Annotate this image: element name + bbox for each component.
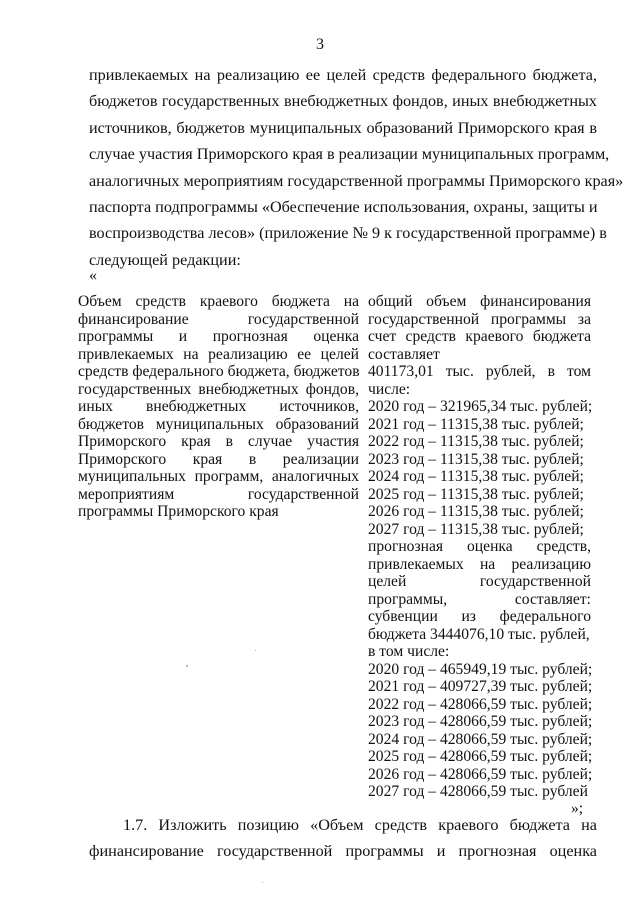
intro-line: паспорта подпрограммы «Обеспечение использования, охраны, защиты и — [89, 197, 598, 216]
right-col-line: в том числе: — [368, 643, 450, 660]
left-col-line: муниципальных программ, аналогичных — [78, 468, 359, 485]
right-col-line: прогнозная оценка средств, — [368, 538, 591, 555]
intro-line: случае участия Приморского края в реализации муниципальных программ, — [89, 145, 610, 164]
right-col-line: 2025 год – 428066,59 тыс. рублей; — [368, 748, 593, 765]
left-col-line: Приморского края в реализации — [78, 450, 359, 468]
left-col-line: иных внебюджетных источников, — [78, 398, 359, 415]
scan-speck — [186, 665, 188, 667]
right-col-line: 2023 год – 428066,59 тыс. рублей; — [368, 713, 593, 730]
intro-line: привлекаемых на реализацию ее целей средств федерального бюджета, — [89, 66, 597, 84]
left-col-line: привлекаемых на реализацию ее целей — [78, 345, 359, 363]
para-line: 1.7. Изложить позицию «Объем средств краевого бюджета на — [123, 816, 597, 834]
intro-line: аналогичных мероприятиям государственной программы Приморского края» — [89, 171, 624, 190]
right-col-line: 2020 год – 321965,34 тыс. рублей; — [368, 398, 593, 415]
right-col-line: 2021 год – 409727,39 тыс. рублей; — [368, 678, 593, 695]
intro-paragraph — [89, 62, 624, 273]
left-col-line: бюджетов муниципальных образований — [78, 415, 359, 433]
right-col-line: субвенции из федерального — [368, 608, 591, 625]
left-col-line: Приморского края в случае участия — [78, 433, 359, 450]
position-name-column — [78, 293, 359, 521]
right-col-line: общий объем финансирования — [368, 293, 591, 310]
right-col-line: 2027 год – 11315,38 тыс. рублей; — [368, 520, 584, 538]
right-col-line: 2022 год – 428066,59 тыс. рублей; — [368, 695, 593, 713]
intro-line: воспроизводства лесов» (приложение № 9 к государственной программе) в — [89, 224, 607, 243]
position-value-column — [368, 293, 591, 801]
intro-line: источников, бюджетов муниципальных образований Приморского края в — [89, 118, 597, 137]
right-col-line: числе: — [368, 380, 411, 398]
right-col-line: 401173,01 тыс. рублей, в том — [368, 363, 591, 380]
open-quote: « — [89, 267, 97, 284]
left-col-line: Объем средств краевого бюджета на — [78, 293, 359, 310]
right-col-line: 2026 год – 428066,59 тыс. рублей; — [368, 765, 593, 783]
right-col-line: государственной программы за — [368, 310, 591, 328]
page-number: 3 — [316, 36, 324, 53]
left-col-line: программы Приморского края — [78, 503, 279, 520]
right-col-line: привлекаемых на реализацию — [368, 555, 591, 573]
scan-speck — [255, 650, 256, 651]
right-col-line: 2022 год – 11315,38 тыс. рублей; — [368, 433, 584, 450]
para-line: финансирование государственной программы и прогнозная оценка — [89, 842, 597, 861]
right-col-line: 2023 год – 11315,38 тыс. рублей; — [368, 450, 584, 468]
intro-line: следующей редакции: — [89, 250, 241, 269]
paragraph-1-7 — [89, 812, 597, 865]
right-col-line: 2026 год – 11315,38 тыс. рублей; — [368, 503, 584, 520]
right-col-line: бюджета 3444076,10 тыс. рублей, — [368, 625, 590, 643]
right-col-line: 2025 год – 11315,38 тыс. рублей; — [368, 485, 584, 503]
right-col-line: 2020 год – 465949,19 тыс. рублей; — [368, 660, 593, 678]
right-col-line: целей государственной — [368, 573, 591, 590]
right-col-line: 2024 год – 11315,38 тыс. рублей; — [368, 468, 584, 485]
right-col-line: составляет — [368, 345, 440, 363]
right-col-line: 2024 год – 428066,59 тыс. рублей; — [368, 730, 593, 748]
left-col-line: финансирование государственной — [78, 310, 359, 328]
right-col-line: 2021 год – 11315,38 тыс. рублей; — [368, 415, 584, 433]
left-col-line: программы и прогнозная оценка — [78, 328, 359, 345]
close-quote: »; — [571, 800, 584, 817]
left-col-line: мероприятиям государственной — [78, 485, 359, 503]
right-col-line: программы, составляет: — [368, 590, 591, 608]
left-col-line: средств федерального бюджета, бюджетов — [78, 363, 360, 380]
scan-speck — [262, 882, 263, 883]
right-col-line: 2027 год – 428066,59 тыс. рублей — [368, 783, 588, 800]
left-col-line: государственных внебюджетных фондов, — [78, 380, 359, 398]
intro-line: бюджетов государственных внебюджетных фондов, иных внебюджетных — [89, 92, 597, 111]
right-col-line: счет средств краевого бюджета — [368, 328, 591, 345]
